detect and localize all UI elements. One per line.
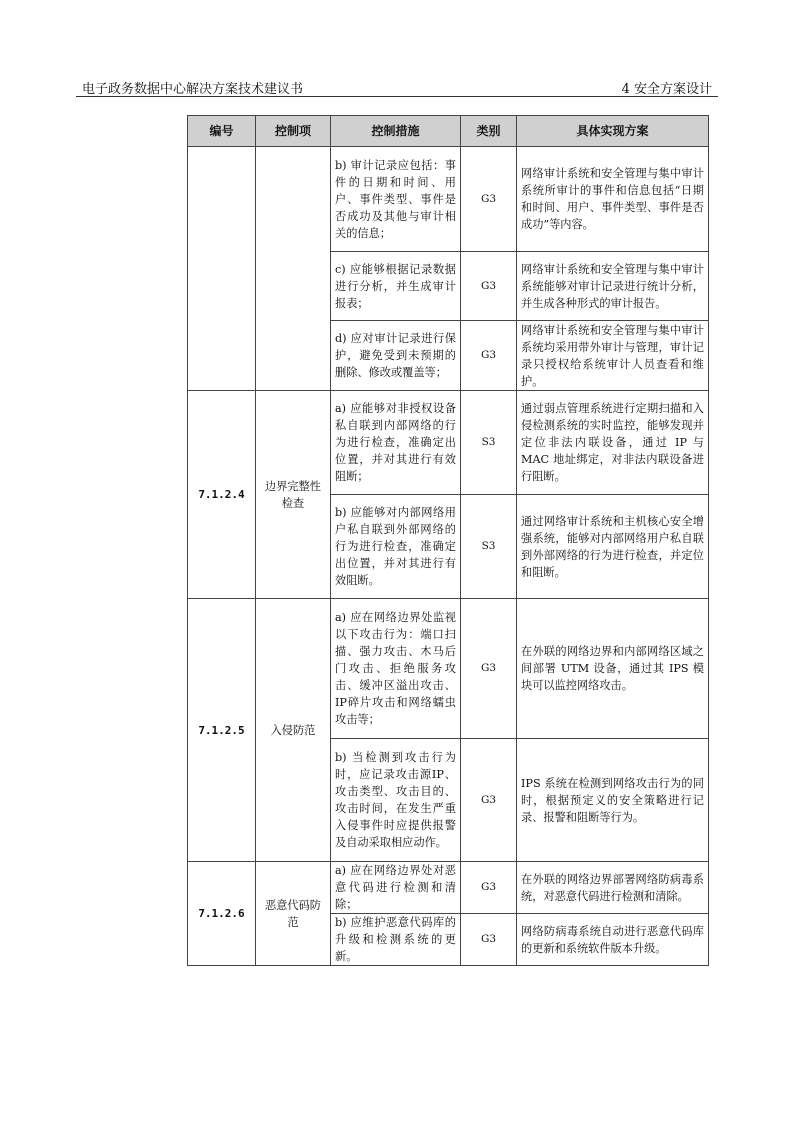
cell-number: 7.1.2.4	[188, 391, 256, 599]
cell-control-item: 恶意代码防范	[256, 862, 331, 966]
cell-measure: a) 应在网络边界处监视以下攻击行为：端口扫描、强力攻击、木马后门攻击、拒绝服务攻击、缓冲区溢出攻击、IP碎片攻击和网络蠕虫攻击等；	[331, 599, 461, 739]
cell-implementation: 网络防病毒系统自动进行恶意代码库的更新和系统软件版本升级。	[517, 914, 709, 966]
cell-measure: c) 应能够根据记录数据进行分析，并生成审计报表；	[331, 252, 461, 321]
cell-number: 7.1.2.5	[188, 599, 256, 862]
cell-measure: a) 应能够对非授权设备私自联到内部网络的行为进行检查，准确定出位置，并对其进行有效阻断；	[331, 391, 461, 495]
col-header-control-measure: 控制措施	[331, 116, 461, 147]
cell-measure: b) 应维护恶意代码库的升级和检测系统的更新。	[331, 914, 461, 966]
cell-implementation: IPS 系统在检测到网络攻击行为的同时，根据预定义的安全策略进行记录、报警和阻断等行为。	[517, 739, 709, 862]
col-header-number: 编号	[188, 116, 256, 147]
table-row	[188, 599, 709, 739]
cell-category: G3	[461, 862, 517, 914]
cell-control-item	[256, 147, 331, 391]
cell-measure: b) 应能够对内部网络用户私自联到外部网络的行为进行检查，准确定出位置，并对其进行有效阻断。	[331, 495, 461, 599]
cell-category: G3	[461, 252, 517, 321]
cell-implementation: 网络审计系统和安全管理与集中审计系统能够对审计记录进行统计分析，并生成各种形式的审计报告。	[517, 252, 709, 321]
cell-category: G3	[461, 599, 517, 739]
cell-implementation: 网络审计系统和安全管理与集中审计系统所审计的事件和信息包括“日期和时间、用户、事件类型、事件是否成功”等内容。	[517, 147, 709, 252]
cell-category: G3	[461, 147, 517, 252]
cell-category: G3	[461, 739, 517, 862]
cell-control-item: 边界完整性检查	[256, 391, 331, 599]
cell-measure: b) 审计记录应包括：事件的日期和时间、用户、事件类型、事件是否成功及其他与审计相关的信息；	[331, 147, 461, 252]
table-row	[188, 862, 709, 914]
col-header-control-item: 控制项	[256, 116, 331, 147]
section-title: 4 安全方案设计	[621, 82, 712, 97]
cell-number	[188, 147, 256, 391]
cell-control-item: 入侵防范	[256, 599, 331, 862]
document-title: 电子政务数据中心解决方案技术建议书	[82, 82, 304, 97]
cell-measure: b) 当检测到攻击行为时，应记录攻击源IP、攻击类型、攻击目的、攻击时间，在发生严重入侵事件时应提供报警及自动采取相应动作。	[331, 739, 461, 862]
cell-implementation: 在外联的网络边界部署网络防病毒系统，对恶意代码进行检测和清除。	[517, 862, 709, 914]
col-header-implementation: 具体实现方案	[517, 116, 709, 147]
col-header-category: 类别	[461, 116, 517, 147]
cell-measure: a) 应在网络边界处对恶意代码进行检测和清除；	[331, 862, 461, 914]
cell-category: S3	[461, 391, 517, 495]
cell-implementation: 通过弱点管理系统进行定期扫描和入侵检测系统的实时监控，能够发现并定位非法内联设备，通过 IP 与 MAC 地址绑定，对非法内联设备进行阻断。	[517, 391, 709, 495]
cell-number: 7.1.2.6	[188, 862, 256, 966]
cell-implementation: 通过网络审计系统和主机核心安全增强系统，能够对内部网络用户私自联到外部网络的行为进行检查，并定位和阻断。	[517, 495, 709, 599]
table-header-row	[188, 116, 709, 147]
table-row	[188, 147, 709, 252]
cell-category: S3	[461, 495, 517, 599]
table-row	[188, 391, 709, 495]
cell-category: G3	[461, 914, 517, 966]
control-table	[187, 115, 709, 966]
cell-implementation: 在外联的网络边界和内部网络区域之间部署 UTM 设备，通过其 IPS 模块可以监控网络攻击。	[517, 599, 709, 739]
cell-category: G3	[461, 321, 517, 391]
cell-implementation: 网络审计系统和安全管理与集中审计系统均采用带外审计与管理，审计记录只授权给系统审计人员查看和维护。	[517, 321, 709, 391]
page-header	[76, 78, 718, 97]
cell-measure: d) 应对审计记录进行保护，避免受到未预期的删除、修改或覆盖等；	[331, 321, 461, 391]
